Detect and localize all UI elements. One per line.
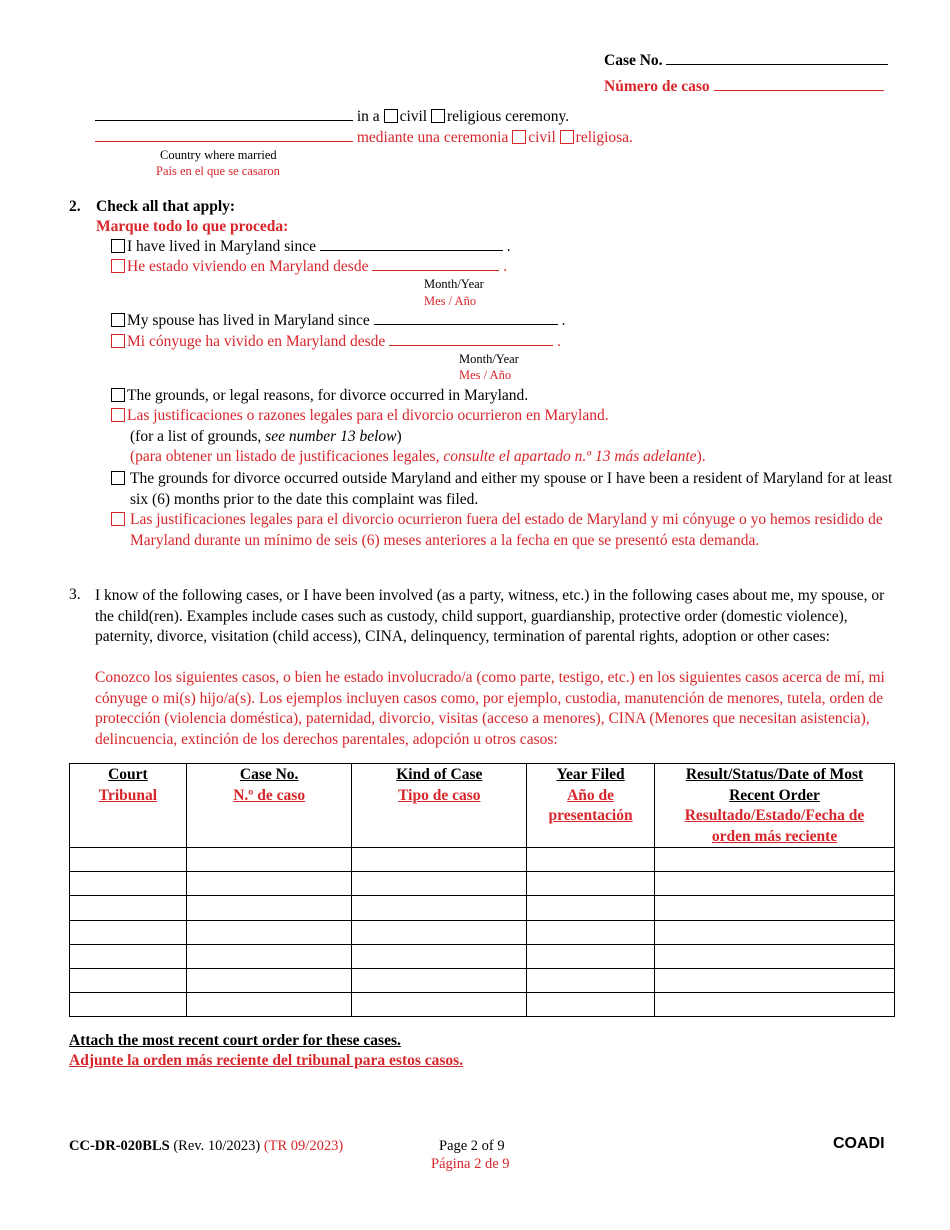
grounds-outside-label: The grounds for divorce occurred outside Maryland and either my spouse or I have been a resident of Maryland for at least six (6) months prior to the date this complaint was filed. [130, 470, 893, 508]
ceremony-row-es [95, 129, 633, 147]
in-a-text: in a [356, 108, 380, 125]
cell-result[interactable] [655, 944, 895, 968]
header-kind-of-case: Kind of Case Tipo de caso [352, 764, 527, 848]
spouse-lived-checkbox[interactable] [111, 313, 125, 327]
lived-since-field[interactable] [320, 250, 503, 251]
table-header-row [70, 764, 895, 848]
table-row [70, 993, 895, 1017]
page-number-es: Página 2 de 9 [431, 1156, 510, 1172]
cell-kind[interactable] [352, 920, 527, 944]
cell-kind[interactable] [352, 993, 527, 1017]
cases-table [69, 763, 895, 1017]
section-3-number: 3. [69, 586, 81, 603]
cell-case-no[interactable] [186, 848, 352, 872]
religious-checkbox[interactable] [431, 109, 445, 123]
grounds-list-note-es: (para obtener un listado de justificaciones legales, consulte el apartado n.º 13 más adelante). [130, 448, 706, 465]
religious-label-es: religiosa. [575, 129, 633, 146]
table-row [70, 848, 895, 872]
grounds-md-checkbox-es[interactable] [111, 408, 125, 422]
cell-court[interactable] [70, 944, 187, 968]
table-row [70, 896, 895, 920]
country-caption-es: País en el que se casaron [156, 164, 280, 178]
month-year-caption-es: Mes / Año [424, 294, 477, 308]
cell-court[interactable] [70, 968, 187, 992]
cell-kind[interactable] [352, 872, 527, 896]
cell-case-no[interactable] [186, 920, 352, 944]
table-row [70, 944, 895, 968]
lived-since-row-es: He estado viviendo en Maryland desde . [111, 258, 507, 276]
cell-court[interactable] [70, 896, 187, 920]
footer-form-id [69, 1138, 343, 1155]
cell-case-no[interactable] [186, 993, 352, 1017]
cell-court[interactable] [70, 993, 187, 1017]
religious-label: religious ceremony. [447, 108, 570, 125]
lived-since-label-es: He estado viviendo en Maryland desde [127, 258, 369, 275]
case-no-label-es: Número de caso [604, 78, 710, 95]
cell-result[interactable] [655, 848, 895, 872]
cell-kind[interactable] [352, 968, 527, 992]
grounds-md-label-es: Las justificaciones o razones legales para el divorcio ocurrieron en Maryland. [127, 407, 609, 424]
month-year-caption-2: Month/Year [459, 352, 519, 366]
cell-case-no[interactable] [186, 896, 352, 920]
cell-court[interactable] [70, 848, 187, 872]
grounds-outside-row [111, 469, 901, 510]
page-number: Page 2 of 9 [439, 1138, 505, 1154]
cell-year[interactable] [527, 968, 655, 992]
grounds-outside-row-es [111, 510, 901, 551]
case-no-label: Case No. [604, 52, 663, 69]
header-result: Result/Status/Date of Most Recent Order Resultado/Estado/Fecha de orden más reciente [655, 764, 895, 848]
cell-case-no[interactable] [186, 968, 352, 992]
table-row [70, 920, 895, 944]
case-no-field[interactable] [666, 64, 888, 65]
header-year-filed: Year Filed Año de presentación [527, 764, 655, 848]
case-no-row-es [604, 78, 884, 96]
section-2-title: Check all that apply: [96, 198, 236, 215]
spouse-lived-field-es[interactable] [389, 345, 553, 346]
grounds-outside-checkbox-es[interactable] [111, 512, 125, 526]
cell-year[interactable] [527, 920, 655, 944]
table-row [70, 968, 895, 992]
attach-note: Attach the most recent court order for these cases. [69, 1032, 401, 1049]
header-case-no: Case No. N.º de caso [186, 764, 352, 848]
header-court: Court Tribunal [70, 764, 187, 848]
country-field[interactable] [95, 120, 353, 121]
attach-note-es: Adjunte la orden más reciente del tribunal para estos casos. [69, 1052, 464, 1069]
spouse-lived-checkbox-es[interactable] [111, 334, 125, 348]
cell-result[interactable] [655, 872, 895, 896]
section-3-text: I know of the following cases, or I have been involved (as a party, witness, etc.) in the following cases about me, my spouse, or the child(ren). Examples include cases such as custody, child support, guardianship, protective order (domestic violence), paternity, divorce, visitation (child access), CINA, delinquency, termination of parental rights, adoption or other cases: [95, 587, 885, 645]
spouse-lived-label: My spouse has lived in Maryland since [127, 312, 370, 329]
lived-since-label: I have lived in Maryland since [127, 238, 316, 255]
spouse-lived-label-es: Mi cónyuge ha vivido en Maryland desde [127, 333, 386, 350]
country-field-es[interactable] [95, 141, 353, 142]
mediante-text: mediante una ceremonia [356, 129, 509, 146]
case-no-field-es[interactable] [714, 90, 884, 91]
section-2-title-es: Marque todo lo que proceda: [96, 218, 289, 235]
spouse-lived-row: My spouse has lived in Maryland since . [111, 312, 565, 330]
cell-kind[interactable] [352, 896, 527, 920]
grounds-list-note: (for a list of grounds, see number 13 below) [130, 428, 402, 445]
spouse-lived-field[interactable] [374, 324, 558, 325]
table-row [70, 872, 895, 896]
grounds-md-row [111, 387, 528, 405]
grounds-md-label: The grounds, or legal reasons, for divorce occurred in Maryland. [127, 387, 529, 404]
cell-case-no[interactable] [186, 944, 352, 968]
cell-kind[interactable] [352, 848, 527, 872]
grounds-md-row-es [111, 407, 609, 425]
lived-since-checkbox-es[interactable] [111, 259, 125, 273]
civil-checkbox-es[interactable] [512, 130, 526, 144]
country-caption: Country where married [160, 148, 277, 162]
lived-since-checkbox[interactable] [111, 239, 125, 253]
cell-court[interactable] [70, 872, 187, 896]
grounds-outside-checkbox[interactable] [111, 471, 125, 485]
civil-label-es: civil [528, 129, 556, 146]
cell-court[interactable] [70, 920, 187, 944]
cell-year[interactable] [527, 872, 655, 896]
section-2-number: 2. [69, 198, 81, 215]
grounds-md-checkbox[interactable] [111, 388, 125, 402]
religious-checkbox-es[interactable] [560, 130, 574, 144]
cell-result[interactable] [655, 920, 895, 944]
cell-result[interactable] [655, 993, 895, 1017]
coadi-label: COADI [833, 1135, 885, 1152]
spouse-lived-row-es: Mi cónyuge ha vivido en Maryland desde . [111, 333, 561, 351]
ceremony-row [95, 108, 569, 126]
section-3-text-es: Conozco los siguientes casos, o bien he estado involucrado/a (como parte, testigo, etc.) en los siguientes casos acerca de mí, mi cónyuge o mi(s) hijo/a(s). Los ejemplos incluyen casos como, por ejemplo, custodia, manutención de menores, tutela, orden de protección (violencia doméstica), paternidad, divorcio, visitas (acceso a menores), CINA (Menores que necesitan asistencia), delincuencia, extinción de los derechos parentales, adopción u otros casos: [95, 669, 885, 748]
grounds-outside-label-es: Las justificaciones legales para el divorcio ocurrieron fuera del estado de Maryland y mi cónyuge o yo hemos residido de Maryland durante un mínimo de seis (6) meses anteriores a la fecha en que se presentó esta demanda. [130, 511, 883, 549]
case-no-row [604, 52, 888, 70]
cell-result[interactable] [655, 896, 895, 920]
form-tr: (TR 09/2023) [263, 1138, 344, 1154]
cell-year[interactable] [527, 848, 655, 872]
civil-checkbox[interactable] [384, 109, 398, 123]
cell-kind[interactable] [352, 944, 527, 968]
form-id: CC-DR-020BLS [69, 1138, 170, 1154]
lived-since-row: I have lived in Maryland since . [111, 238, 511, 256]
month-year-caption-2-es: Mes / Año [459, 368, 512, 382]
month-year-caption: Month/Year [424, 277, 484, 291]
cell-year[interactable] [527, 993, 655, 1017]
form-rev: (Rev. 10/2023) [173, 1138, 261, 1154]
lived-since-field-es[interactable] [372, 270, 499, 271]
cell-result[interactable] [655, 968, 895, 992]
cell-year[interactable] [527, 896, 655, 920]
cell-year[interactable] [527, 944, 655, 968]
civil-label: civil [399, 108, 428, 125]
cell-case-no[interactable] [186, 872, 352, 896]
